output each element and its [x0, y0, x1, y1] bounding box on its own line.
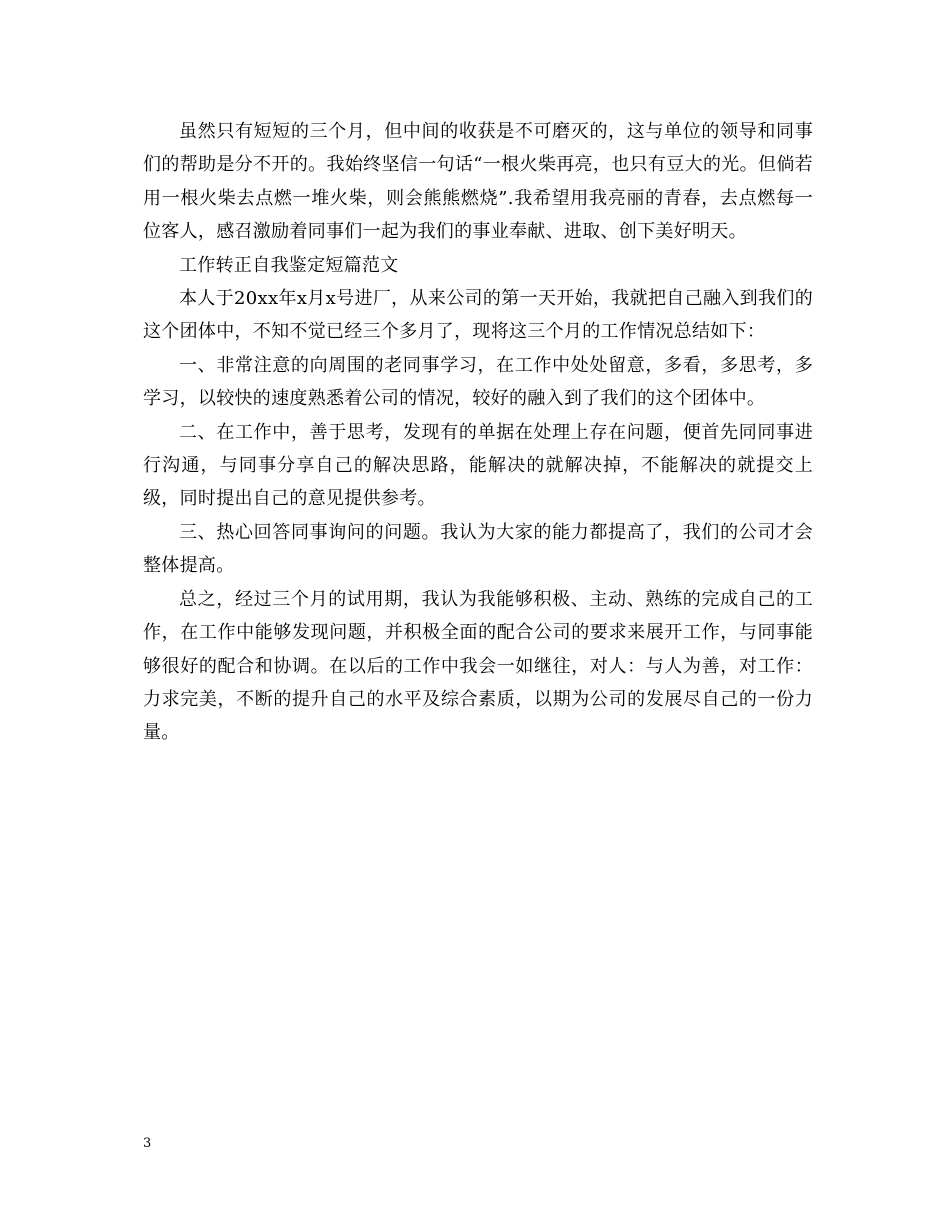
document-body [143, 115, 813, 750]
page-number: 3 [143, 1136, 152, 1151]
section-title: 工作转正自我鉴定短篇范文 [179, 254, 399, 276]
paragraph-gratitude: 虽然只有短短的三个月，但中间的收获是不可磨灭的，这与单位的领导和同事们的帮助是分不开的。我始终坚信一句话“一根火柴再亮，也只有豆大的光。但倘若用一根火柴去点燃一堆火柴，则会熊熊燃烧”.我希望用我亮丽的青春，去点燃每一位客人，感召激励着同事们一起为我们的事业奉献、进取、创下美好明天。 [143, 121, 813, 243]
paragraph-introduction: 本人于20xx年x月x号进厂，从来公司的第一天开始，我就把自己融入到我们的这个团体中，不知不觉已经三个多月了，现将这三个月的工作情况总结如下： [143, 288, 813, 343]
paragraph-point-one: 一、非常注意的向周围的老同事学习，在工作中处处留意，多看，多思考，多学习，以较快的速度熟悉着公司的情况，较好的融入到了我们的这个团体中。 [143, 354, 813, 410]
paragraph-conclusion: 总之，经过三个月的试用期，我认为我能够积极、主动、熟练的完成自己的工作，在工作中能够发现问题，并积极全面的配合公司的要求来展开工作，与同事能够很好的配合和协调。在以后的工作中我会一如继往，对人：与人为善，对工作：力求完美，不断的提升自己的水平及综合素质，以期为公司的发展尽自己的一份力量。 [143, 588, 813, 744]
paragraph-point-three: 三、热心回答同事询问的问题。我认为大家的能力都提高了，我们的公司才会整体提高。 [143, 521, 813, 577]
paragraph-point-two: 二、在工作中，善于思考，发现有的单据在处理上存在问题，便首先同同事进行沟通，与同事分享自己的解决思路，能解决的就解决掉，不能解决的就提交上级，同时提出自己的意见提供参考。 [143, 421, 813, 510]
